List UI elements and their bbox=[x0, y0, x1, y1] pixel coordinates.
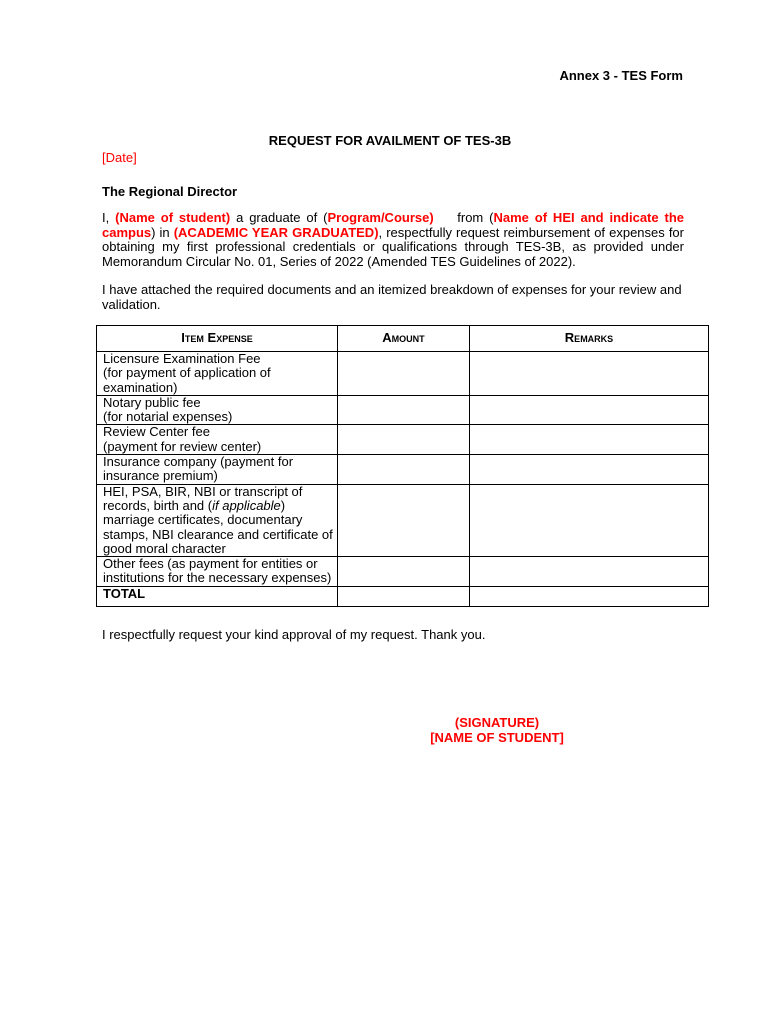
remarks-cell[interactable] bbox=[470, 395, 709, 425]
student-name-line: [NAME OF STUDENT] bbox=[430, 729, 564, 745]
table-row bbox=[97, 425, 709, 455]
item-line: Licensure Examination Fee bbox=[103, 351, 261, 366]
attachment-paragraph: I have attached the required documents and an itemized breakdown of expenses for your review and validation. bbox=[102, 282, 682, 312]
table-row bbox=[97, 557, 709, 587]
header-amount: Amount bbox=[338, 326, 470, 352]
amount-cell[interactable] bbox=[338, 557, 470, 587]
table-row bbox=[97, 352, 709, 396]
item-cell bbox=[97, 557, 338, 587]
item-line: Insurance company (payment for insurance premium) bbox=[103, 454, 294, 484]
para1-text: I, bbox=[102, 210, 116, 225]
item-line: (payment for review center) bbox=[103, 438, 262, 454]
amount-cell[interactable] bbox=[338, 352, 470, 396]
date-placeholder: [Date] bbox=[102, 150, 137, 165]
item-cell bbox=[97, 484, 338, 556]
amount-cell[interactable] bbox=[338, 395, 470, 425]
amount-cell[interactable] bbox=[338, 425, 470, 455]
total-remarks-cell[interactable] bbox=[470, 586, 709, 606]
para1-text: a graduate of ( bbox=[230, 210, 328, 225]
annex-label: Annex 3 - TES Form bbox=[559, 68, 683, 83]
para1-text: , respectfully request reimbursement of expenses for obtaining my first professional credentials or qualifications through TES-3B, as provided under Memorandum Circular No. 01, Series of 2022 (Amended TES Guidelines of 2022). bbox=[102, 224, 684, 269]
header-remarks: Remarks bbox=[470, 326, 709, 352]
hei-placeholder: Name of HEI and indicate the campus bbox=[102, 210, 685, 240]
item-cell bbox=[97, 352, 338, 396]
amount-cell[interactable] bbox=[338, 484, 470, 556]
remarks-cell[interactable] bbox=[470, 352, 709, 396]
item-line: Notary public fee bbox=[103, 394, 201, 410]
para1-text: from ( bbox=[433, 210, 494, 225]
remarks-cell[interactable] bbox=[470, 484, 709, 556]
item-text: ) marriage certificates, documentary stamps, NBI clearance and certificate of good moral character bbox=[103, 497, 333, 556]
signature-placeholder: (SIGNATURE) bbox=[454, 715, 540, 730]
para1-text: ) in bbox=[151, 224, 174, 240]
closing-text: I respectfully request your kind approval of my request. Thank you. bbox=[102, 627, 486, 642]
total-amount-cell[interactable] bbox=[338, 586, 470, 606]
total-label: TOTAL bbox=[97, 586, 338, 606]
item-line: Review Center fee bbox=[103, 424, 210, 440]
program-placeholder: Program/Course) bbox=[327, 210, 434, 225]
item-cell bbox=[97, 425, 338, 455]
item-cell bbox=[97, 395, 338, 425]
item-cell bbox=[97, 455, 338, 485]
amount-cell[interactable] bbox=[338, 455, 470, 485]
request-paragraph bbox=[102, 211, 684, 269]
academic-year-placeholder: (ACADEMIC YEAR GRADUATED) bbox=[173, 224, 379, 240]
remarks-cell[interactable] bbox=[470, 557, 709, 587]
item-line: (for notarial expenses) bbox=[103, 409, 233, 425]
table-header-row bbox=[97, 326, 709, 352]
expense-table bbox=[96, 325, 709, 607]
table-row bbox=[97, 484, 709, 556]
addressee: The Regional Director bbox=[102, 184, 238, 199]
document-title: REQUEST FOR AVAILMENT OF TES-3B bbox=[268, 133, 512, 148]
item-text-italic: if applicable bbox=[212, 497, 281, 513]
item-text: HEI, PSA, BIR, NBI or transcript of records, birth and ( bbox=[103, 483, 303, 513]
header-item-expense: Item Expense bbox=[97, 326, 338, 352]
table-row bbox=[97, 455, 709, 485]
student-name-placeholder: (Name of student) bbox=[115, 210, 231, 225]
table-row bbox=[97, 395, 709, 425]
total-row bbox=[97, 586, 709, 606]
remarks-cell[interactable] bbox=[470, 425, 709, 455]
remarks-cell[interactable] bbox=[470, 455, 709, 485]
item-line: (for payment of application of examination) bbox=[103, 365, 271, 395]
signature-block bbox=[380, 716, 614, 745]
item-line: Other fees (as payment for entities or institutions for the necessary expenses) bbox=[103, 556, 332, 586]
